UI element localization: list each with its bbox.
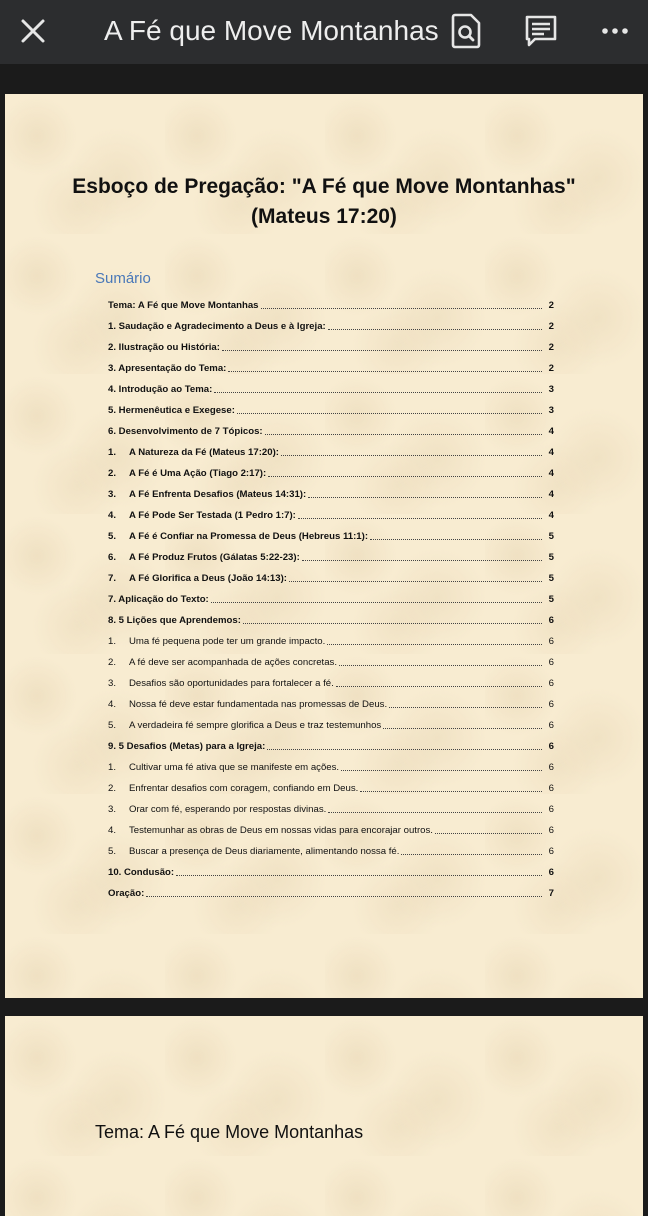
toc-leader-dots — [265, 433, 542, 435]
toc-entry-page: 5 — [548, 531, 554, 542]
toc-entry-label: 2. Ilustração ou História: — [108, 342, 220, 353]
toc-entry-page: 4 — [548, 510, 554, 521]
toc-leader-dots — [267, 748, 542, 750]
toc-leader-dots — [339, 664, 542, 666]
toc-entry-page: 2 — [548, 321, 554, 332]
toc-entry[interactable] — [108, 374, 554, 395]
toc-leader-dots — [302, 559, 542, 561]
toc-entry-label: 10. Condusão: — [108, 867, 175, 878]
toc-entry-label: 3. Apresentação do Tema: — [108, 363, 227, 374]
close-icon — [16, 14, 50, 48]
toc-entry-label: A Fé Pode Ser Testada (1 Pedro 1:7): — [129, 510, 296, 521]
toc-entry-page: 7 — [548, 888, 554, 899]
toc-leader-dots — [211, 601, 542, 603]
toc-entry-page: 6 — [548, 825, 554, 836]
toc-entry-page: 5 — [548, 552, 554, 563]
toc-entry[interactable] — [108, 311, 554, 332]
toc-entry[interactable] — [108, 437, 554, 458]
toc-entry[interactable] — [108, 290, 554, 311]
toc-entry[interactable] — [108, 500, 554, 521]
document-heading: Esboço de Pregação: "A Fé que Move Montanhas" (Mateus 17:20) — [72, 175, 576, 228]
toc-entry[interactable] — [108, 458, 554, 479]
toc-leader-dots — [228, 370, 542, 372]
toc-entry[interactable] — [108, 815, 554, 836]
toc-entry-number: 7. — [108, 573, 117, 584]
toc-leader-dots — [360, 790, 542, 792]
toc-entry-page: 6 — [548, 804, 554, 815]
toc-entry-number: 1. — [108, 636, 117, 647]
document-page-1 — [5, 94, 643, 998]
toc-entry-number: 5. — [108, 531, 117, 542]
toc-entry-page: 4 — [548, 447, 554, 458]
toc-leader-dots — [243, 622, 542, 624]
toc-entry-label: Testemunhar as obras de Deus em nossas vidas para encorajar outros. — [129, 825, 433, 836]
toc-entry[interactable] — [108, 332, 554, 353]
toc-entry-label: Nossa fé deve estar fundamentada nas promessas de Deus. — [129, 699, 388, 710]
toc-leader-dots — [328, 328, 542, 330]
toc-entry-page: 6 — [548, 720, 554, 731]
toc-entry-label: Uma fé pequena pode ter um grande impacto. — [129, 636, 326, 647]
toc-entry-page: 3 — [548, 405, 554, 416]
toc-entry-label: A Fé Glorifica a Deus (João 14:13): — [129, 573, 287, 584]
toc-entry[interactable] — [108, 794, 554, 815]
toc-entry-page: 3 — [548, 384, 554, 395]
toc-entry-number: 4. — [108, 699, 117, 710]
document-title: A Fé que Move Montanhas — [104, 15, 439, 46]
toc-entry[interactable] — [108, 752, 554, 773]
toc-entry[interactable] — [108, 836, 554, 857]
toc-entry-number: 5. — [108, 846, 117, 857]
table-of-contents — [108, 290, 554, 899]
toc-entry-label: A Fé é Confiar na Promessa de Deus (Hebreus 11:1): — [129, 531, 369, 542]
toc-entry-page: 4 — [548, 489, 554, 500]
toc-entry-page: 6 — [548, 615, 554, 626]
toc-entry-number: 2. — [108, 657, 117, 668]
toc-leader-dots — [298, 517, 542, 519]
toc-entry[interactable] — [108, 626, 554, 647]
toc-entry-number: 2. — [108, 783, 117, 794]
toc-leader-dots — [214, 391, 542, 393]
toc-entry[interactable] — [108, 668, 554, 689]
toc-entry[interactable] — [108, 542, 554, 563]
section-title: Tema: A Fé que Move Montanhas — [95, 1122, 364, 1142]
toc-leader-dots — [327, 643, 542, 645]
toc-entry[interactable] — [108, 479, 554, 500]
toc-entry-label: Tema: A Fé que Move Montanhas — [108, 300, 259, 311]
toc-entry[interactable] — [108, 878, 554, 899]
toc-entry-page: 2 — [548, 363, 554, 374]
toc-entry[interactable] — [108, 521, 554, 542]
toc-entry-label: Desafios são oportunidades para fortalecer a fé. — [129, 678, 334, 689]
toc-entry-label: Buscar a presença de Deus diariamente, alimentando nossa fé. — [129, 846, 400, 857]
toc-entry-label: 6. Desenvolvimento de 7 Tópicos: — [108, 426, 263, 437]
toc-leader-dots — [281, 454, 542, 456]
toc-leader-dots — [401, 853, 542, 855]
toc-leader-dots — [328, 811, 542, 813]
toc-entry-label: Cultivar uma fé ativa que se manifeste em ações. — [129, 762, 340, 773]
toc-entry[interactable] — [108, 353, 554, 374]
toc-entry-page: 6 — [548, 783, 554, 794]
toc-entry-page: 2 — [548, 300, 554, 311]
document-page-2 — [5, 1016, 643, 1216]
toc-entry-number: 1. — [108, 762, 117, 773]
toc-entry-page: 4 — [548, 468, 554, 479]
toc-entry-label: 4. Introdução ao Tema: — [108, 384, 213, 395]
toc-entry-number: 4. — [108, 825, 117, 836]
toc-entry-number: 4. — [108, 510, 117, 521]
toc-title: Sumário — [95, 270, 151, 287]
toc-leader-dots — [389, 706, 542, 708]
toc-entry-page: 2 — [548, 342, 554, 353]
toc-leader-dots — [289, 580, 542, 582]
toc-entry-label: Oração: — [108, 888, 145, 899]
toc-entry-label: 9. 5 Desafios (Metas) para a Igreja: — [108, 741, 266, 752]
toc-entry-page: 6 — [548, 657, 554, 668]
toc-leader-dots — [435, 832, 542, 834]
toc-entry-page: 6 — [548, 867, 554, 878]
comment-icon — [522, 12, 560, 50]
toc-entry-label: 8. 5 Lições que Aprendemos: — [108, 615, 241, 626]
toc-entry[interactable] — [108, 395, 554, 416]
toc-entry[interactable] — [108, 689, 554, 710]
toc-entry-number: 3. — [108, 678, 117, 689]
toc-entry-page: 6 — [548, 846, 554, 857]
toc-entry-page: 6 — [548, 636, 554, 647]
app-toolbar — [0, 0, 648, 64]
toc-entry-label: 1. Saudação e Agradecimento a Deus e à Igreja: — [108, 321, 326, 332]
toc-entry-number: 1. — [108, 447, 117, 458]
toc-entry-label: Orar com fé, esperando por respostas divinas. — [129, 804, 327, 815]
toc-entry-number: 5. — [108, 720, 117, 731]
toc-entry-page: 4 — [548, 426, 554, 437]
toc-entry-label: A Natureza da Fé (Mateus 17:20): — [129, 447, 279, 458]
toc-entry[interactable] — [108, 563, 554, 584]
toc-entry-page: 5 — [548, 573, 554, 584]
toc-entry[interactable] — [108, 773, 554, 794]
toc-entry[interactable] — [108, 416, 554, 437]
close-button[interactable] — [16, 14, 50, 48]
toc-leader-dots — [308, 496, 542, 498]
toc-entry[interactable] — [108, 710, 554, 731]
toc-entry[interactable] — [108, 647, 554, 668]
toc-entry-label: A Fé Enfrenta Desafios (Mateus 14:31): — [129, 489, 307, 500]
toc-entry-label: A Fé é Uma Ação (Tiago 2:17): — [129, 468, 267, 479]
toc-leader-dots — [176, 874, 542, 876]
toc-leader-dots — [237, 412, 542, 414]
toc-leader-dots — [341, 769, 542, 771]
toc-entry-label: A Fé Produz Frutos (Gálatas 5:22-23): — [129, 552, 300, 563]
toc-leader-dots — [261, 307, 543, 309]
toc-leader-dots — [336, 685, 542, 687]
toc-leader-dots — [146, 895, 542, 897]
toc-entry[interactable] — [108, 605, 554, 626]
toc-entry-page: 5 — [548, 594, 554, 605]
toc-entry[interactable] — [108, 857, 554, 878]
toc-entry-number: 6. — [108, 552, 117, 563]
toc-leader-dots — [370, 538, 542, 540]
toc-entry-page: 6 — [548, 678, 554, 689]
more-options-button[interactable] — [598, 14, 632, 48]
toc-entry-label: A verdadeira fé sempre glorifica a Deus e traz testemunhos — [129, 720, 382, 731]
toc-entry-number: 2. — [108, 468, 117, 479]
toc-entry-label: Enfrentar desafios com coragem, confiando em Deus. — [129, 783, 359, 794]
more-options-icon — [598, 14, 632, 48]
toc-entry-page: 6 — [548, 741, 554, 752]
toc-entry-page: 6 — [548, 699, 554, 710]
toc-entry-page: 6 — [548, 762, 554, 773]
comments-button[interactable] — [522, 12, 560, 50]
find-in-document-icon — [448, 12, 484, 50]
toc-entry-label: 7. Aplicação do Texto: — [108, 594, 209, 605]
toc-entry-label: A fé deve ser acompanhada de ações concretas. — [129, 657, 337, 668]
toc-entry-label: 5. Hermenêutica e Exegese: — [108, 405, 235, 416]
toc-entry[interactable] — [108, 731, 554, 752]
toc-leader-dots — [383, 727, 542, 729]
find-in-document-button[interactable] — [448, 12, 484, 50]
toc-entry-number: 3. — [108, 804, 117, 815]
toc-leader-dots — [222, 349, 542, 351]
toc-entry[interactable] — [108, 584, 554, 605]
toc-leader-dots — [268, 475, 542, 477]
document-viewer[interactable] — [0, 64, 648, 1152]
toc-entry-number: 3. — [108, 489, 117, 500]
